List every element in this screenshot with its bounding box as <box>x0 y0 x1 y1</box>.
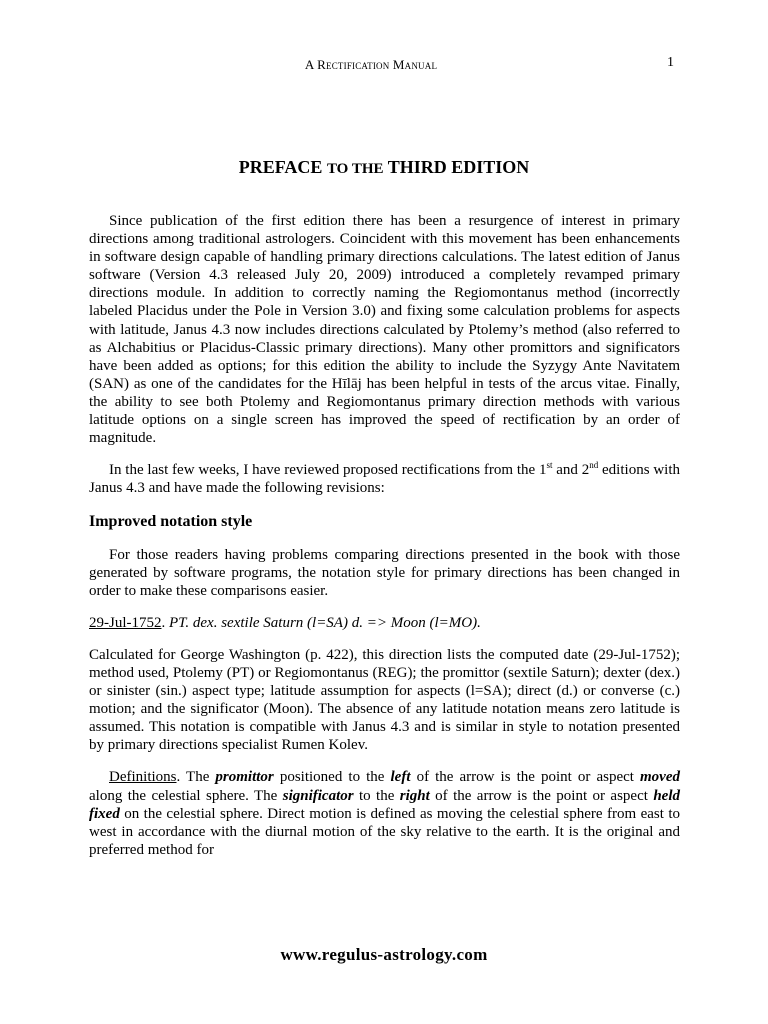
paragraph-1: Since publication of the first edition there has been a resurgence of interest in primary directions among traditional astrologers. Coincident with this movement has been enhancements in software design capable of handling primary directions calculations. The latest edition of Janus software (Version 4.3 released July 20, 2009) introduced a completely revamped primary directions module. In addition to correctly naming the Regiomontanus method (incorrectly labeled Placidus under the Pole in Version 3.0) and fixing some calculation problems for aspects with latitude, Janus 4.3 now includes directions calculated by Ptolemy’s method (also referred to as Alchabitius or Placidus-Classic primary directions). Many other promittors and significators have been added as options; for this edition the ability to include the Syzygy Ante Navitatem (SAN) as one of the candidates for the Hīlāj has been helpful in tests of the arcus vitae. Finally, the ability to see both Ptolemy and Regiomontanus primary direction methods with various latitude options on a single screen has improved the speed of rectification by an order of magnitude. <box>89 213 680 447</box>
running-header-title: A Rectification Manual <box>304 57 438 72</box>
subheading: Improved notation style <box>89 513 253 531</box>
superscript-st: st <box>546 460 553 471</box>
paragraph-5 <box>89 768 680 858</box>
footer-website: www.regulus-astrology.com <box>280 945 488 964</box>
term-moved: moved <box>640 769 680 786</box>
p5-s5: to the <box>353 787 400 804</box>
para2-text-3: editions with Janus 4.3 and have made the following revisions: <box>89 462 680 497</box>
term-right: right <box>399 787 430 804</box>
para2-text-2: and 2 <box>552 462 590 479</box>
example-separator: . <box>161 614 169 631</box>
paragraph-2 <box>89 461 680 497</box>
term-significator: significator <box>282 787 354 804</box>
term-promittor: promittor <box>215 769 274 786</box>
page-number: 1 <box>667 55 674 70</box>
p5-s4: along the celestial sphere. The <box>89 787 283 804</box>
p5-s1: . The <box>176 769 216 786</box>
term-left: left <box>390 769 411 786</box>
paragraph-3: For those readers having problems comparing directions presented in the book with those generated by software programs, the notation style for primary directions has been changed in order to make these comparisons easier. <box>89 546 680 599</box>
p5-s7: on the celestial sphere. Direct motion is defined as moving the celestial sphere from east to west in accordance with the diurnal motion of the sky relative to the earth. It is the original and preferred method for <box>89 805 680 858</box>
definitions-label: Definitions <box>109 769 177 786</box>
example-direction: PT. dex. sextile Saturn (l=SA) d. => Moon (l=MO). <box>169 614 481 631</box>
heading-part-2: TO THE <box>326 161 384 177</box>
p5-s3: of the arrow is the point or aspect <box>410 769 640 786</box>
superscript-nd: nd <box>589 460 599 471</box>
paragraph-4: Calculated for George Washington (p. 422), this direction lists the computed date (29-Jul-1752); method used, Ptolemy (PT) or Regiomontanus (REG); the promittor (sextile Saturn); dexter (dex.) or sinister (sin.) aspect type; latitude assumption for aspects (l=SA); direct (d.) or converse (c.) motion; and the significator (Moon). The absence of any latitude notation means zero latitude is assumed. This notation is compatible with Janus 4.3 and is similar in style to notation presented by primary directions specialist Rumen Kolev. <box>89 646 680 754</box>
section-heading <box>0 157 768 178</box>
term-held-fixed: held fixed <box>89 787 680 822</box>
example-date: 29-Jul-1752 <box>89 614 162 631</box>
example-notation <box>89 614 680 632</box>
heading-part-3: THIRD EDITION <box>387 157 530 177</box>
p5-s2: positioned to the <box>273 769 391 786</box>
body-text <box>89 212 680 859</box>
heading-part-1: PREFACE <box>238 157 323 177</box>
para2-text-1: In the last few weeks, I have reviewed proposed rectifications from the 1 <box>109 462 547 479</box>
p5-s6: of the arrow is the point or aspect <box>429 787 654 804</box>
